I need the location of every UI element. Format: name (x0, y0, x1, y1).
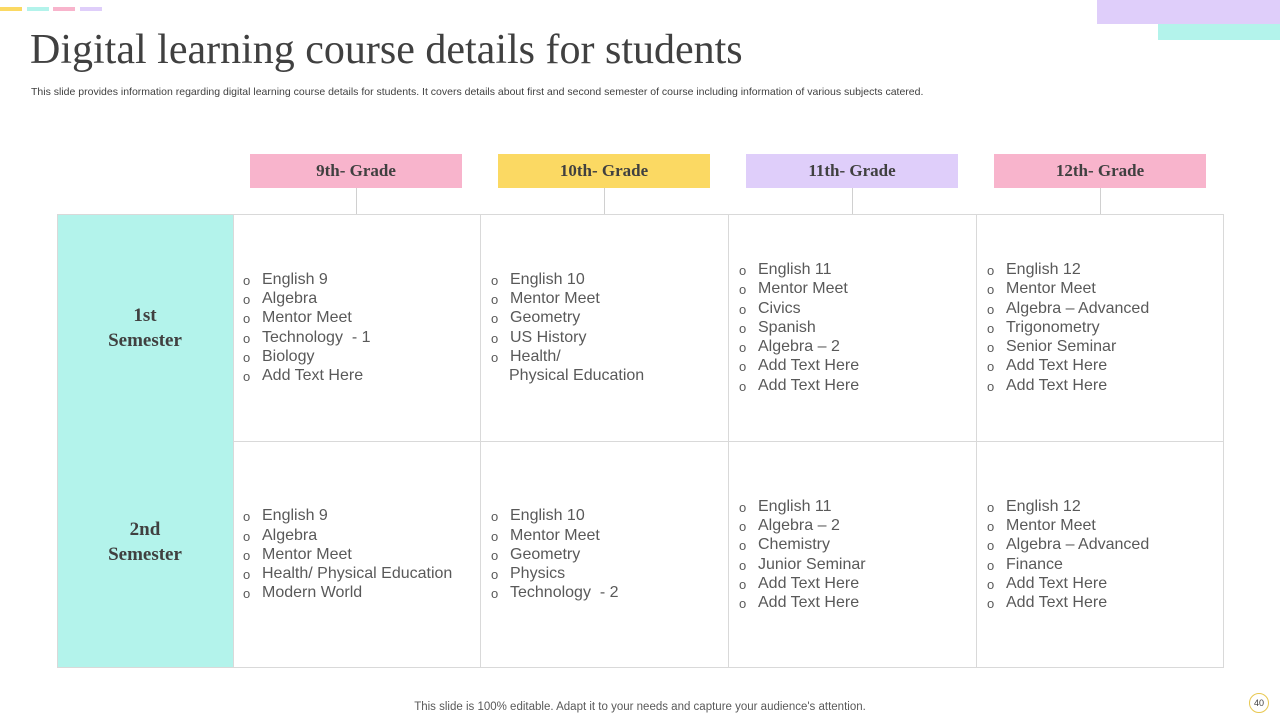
course-name: English 10 (510, 507, 585, 525)
bullet-icon: o (987, 320, 995, 336)
course-cell (739, 214, 979, 441)
bullet-icon: o (491, 509, 499, 525)
course-item (739, 318, 979, 337)
semester-label-line: Semester (108, 544, 182, 565)
course-name: Add Text Here (1006, 574, 1108, 592)
course-item (739, 260, 979, 279)
course-name: Add Text Here (758, 574, 860, 592)
bullet-icon: o (739, 576, 747, 592)
course-item (491, 347, 731, 366)
bullet-icon: o (243, 330, 251, 346)
course-name: Mentor Meet (510, 290, 600, 308)
course-item (987, 516, 1227, 535)
course-name: Mentor Meet (1006, 280, 1096, 298)
bullet-icon: o (491, 586, 499, 602)
course-name: Technology - 2 (510, 584, 619, 602)
course-item (987, 260, 1227, 279)
course-list (491, 270, 731, 385)
bullet-icon: o (987, 378, 995, 394)
grade-header-11: 11th- Grade (746, 154, 958, 188)
course-name: Chemistry (758, 536, 831, 554)
bullet-icon: o (987, 576, 995, 592)
footer-note: This slide is 100% editable. Adapt it to your needs and capture your audience's attention. (414, 701, 866, 713)
course-item (491, 506, 731, 525)
bullet-icon: o (243, 272, 251, 288)
course-list (243, 270, 483, 385)
bullet-icon: o (739, 378, 747, 394)
bullet-icon: o (987, 301, 995, 317)
course-name: Civics (758, 299, 801, 317)
course-name: Algebra – Advanced (1006, 299, 1150, 317)
course-name: Biology (262, 347, 315, 365)
bullet-icon: o (491, 547, 499, 563)
course-name: Junior Seminar (758, 555, 866, 573)
course-name: Physical Education (509, 366, 645, 384)
bullet-icon: o (243, 349, 251, 365)
course-item (987, 593, 1227, 612)
course-name: Algebra – 2 (758, 338, 840, 356)
bullet-icon: o (491, 292, 499, 308)
course-item (491, 366, 731, 385)
connector-line (852, 188, 853, 214)
course-item (739, 516, 979, 535)
bullet-icon: o (987, 557, 995, 573)
bullet-icon: o (739, 538, 747, 554)
bullet-icon: o (243, 311, 251, 327)
course-cell (491, 441, 731, 668)
course-item (987, 356, 1227, 375)
course-item (491, 289, 731, 308)
course-item (739, 574, 979, 593)
course-item (243, 289, 483, 308)
bullet-icon: o (491, 330, 499, 346)
bullet-icon: o (987, 263, 995, 279)
course-name: Add Text Here (758, 357, 860, 375)
course-item (243, 526, 483, 545)
course-item (491, 583, 731, 602)
bullet-icon: o (739, 557, 747, 573)
course-name: Algebra – 2 (758, 517, 840, 535)
bullet-icon: o (739, 282, 747, 298)
course-list (491, 506, 731, 602)
course-cell (739, 441, 979, 668)
course-item (243, 506, 483, 525)
bullet-icon: o (491, 528, 499, 544)
semester-label-2 (57, 517, 233, 567)
connector-line (1100, 188, 1101, 214)
bullet-icon: o (739, 499, 747, 515)
course-name: English 11 (758, 497, 832, 515)
course-name: Physics (510, 565, 566, 583)
course-cell (987, 214, 1227, 441)
course-name: Finance (1006, 555, 1063, 573)
course-name: Add Text Here (1006, 593, 1108, 611)
accent-bar-yellow (0, 7, 22, 11)
page-number: 40 (1249, 693, 1269, 713)
course-item (243, 545, 483, 564)
course-name: Modern World (262, 584, 363, 602)
bullet-icon: o (739, 519, 747, 535)
course-name: Add Text Here (262, 366, 364, 384)
course-list (243, 506, 483, 602)
bullet-icon: o (739, 340, 747, 356)
accent-bar-lavender (80, 7, 102, 11)
course-cell (987, 441, 1227, 668)
course-item (987, 337, 1227, 356)
connector-line (356, 188, 357, 214)
course-name: Health/ Physical Education (262, 565, 453, 583)
accent-bar-pink (53, 7, 75, 11)
course-cell (243, 214, 483, 441)
bullet-icon: o (491, 272, 499, 288)
course-name: Add Text Here (1006, 357, 1108, 375)
course-item (739, 337, 979, 356)
course-name: Mentor Meet (262, 309, 352, 327)
course-name: English 11 (758, 261, 832, 279)
course-name: Health/ (510, 347, 561, 365)
semester-label-line: 1st (133, 305, 157, 326)
course-item (491, 270, 731, 289)
bullet-icon: o (987, 595, 995, 611)
course-item (243, 308, 483, 327)
course-item (243, 366, 483, 385)
course-item (987, 299, 1227, 318)
course-list (739, 497, 979, 612)
bullet-icon: o (243, 509, 251, 525)
course-name: Algebra (262, 290, 318, 308)
course-item (243, 328, 483, 347)
bullet-icon: o (987, 519, 995, 535)
course-list (987, 260, 1227, 394)
corner-decoration-lavender (1097, 0, 1280, 24)
course-item (243, 564, 483, 583)
course-item (491, 328, 731, 347)
course-name: English 10 (510, 270, 585, 288)
course-item (739, 299, 979, 318)
course-item (491, 308, 731, 327)
course-list (987, 497, 1227, 612)
bullet-icon: o (739, 301, 747, 317)
course-name: Add Text Here (758, 593, 860, 611)
course-name: English 12 (1006, 497, 1081, 515)
course-item (491, 564, 731, 583)
course-name: Add Text Here (1006, 376, 1108, 394)
course-name: Geometry (510, 545, 581, 563)
course-list (739, 260, 979, 394)
course-item (739, 535, 979, 554)
grade-header-9: 9th- Grade (250, 154, 462, 188)
course-item (739, 279, 979, 298)
bullet-icon: o (491, 567, 499, 583)
connector-line (604, 188, 605, 214)
course-name: English 9 (262, 507, 328, 525)
bullet-icon: o (739, 320, 747, 336)
bullet-icon: o (243, 586, 251, 602)
course-name: Algebra (262, 526, 318, 544)
course-item (987, 555, 1227, 574)
course-item (739, 356, 979, 375)
course-item (987, 497, 1227, 516)
course-name: Geometry (510, 309, 581, 327)
bullet-icon: o (987, 499, 995, 515)
bullet-icon: o (987, 538, 995, 554)
bullet-icon: o (987, 282, 995, 298)
course-cell (491, 214, 731, 441)
bullet-icon: o (739, 359, 747, 375)
bullet-icon: o (491, 311, 499, 327)
course-item (987, 279, 1227, 298)
semester-label-line: 2nd (129, 519, 161, 540)
course-name: Algebra – Advanced (1006, 536, 1150, 554)
grade-header-12: 12th- Grade (994, 154, 1206, 188)
course-item (491, 526, 731, 545)
course-item (739, 593, 979, 612)
course-name: US History (510, 328, 587, 346)
page-title: Digital learning course details for students (30, 27, 743, 73)
course-item (739, 376, 979, 395)
course-item (491, 545, 731, 564)
accent-bar-mint (27, 7, 49, 11)
course-name: Spanish (758, 318, 816, 336)
bullet-icon: o (243, 292, 251, 308)
course-item (987, 318, 1227, 337)
bullet-icon: o (243, 368, 251, 384)
course-name: Trigonometry (1006, 318, 1100, 336)
course-name: Senior Seminar (1006, 338, 1117, 356)
bullet-icon: o (243, 547, 251, 563)
bullet-icon: o (739, 263, 747, 279)
course-name: Technology - 1 (262, 328, 371, 346)
course-item (987, 535, 1227, 554)
course-item (739, 555, 979, 574)
grade-header-10: 10th- Grade (498, 154, 710, 188)
course-item (243, 347, 483, 366)
course-name: Mentor Meet (262, 545, 352, 563)
page-subtitle: This slide provides information regarding digital learning course details for students. It covers details about first and second semester of course including information of various subjects catered. (31, 86, 924, 98)
course-cell (243, 441, 483, 668)
course-name: English 9 (262, 270, 328, 288)
course-name: Mentor Meet (510, 526, 600, 544)
corner-decoration-mint (1158, 24, 1280, 40)
course-item (987, 574, 1227, 593)
course-name: Add Text Here (758, 376, 860, 394)
course-item (243, 583, 483, 602)
course-item (987, 376, 1227, 395)
bullet-icon: o (243, 567, 251, 583)
course-item (243, 270, 483, 289)
bullet-icon: o (987, 359, 995, 375)
course-name: English 12 (1006, 261, 1081, 279)
semester-label-line: Semester (108, 330, 182, 351)
course-name: Mentor Meet (1006, 517, 1096, 535)
course-item (739, 497, 979, 516)
bullet-icon: o (243, 528, 251, 544)
semester-label-1 (57, 303, 233, 353)
bullet-icon: o (739, 595, 747, 611)
bullet-icon: o (987, 340, 995, 356)
bullet-icon: o (491, 349, 499, 365)
course-name: Mentor Meet (758, 280, 848, 298)
